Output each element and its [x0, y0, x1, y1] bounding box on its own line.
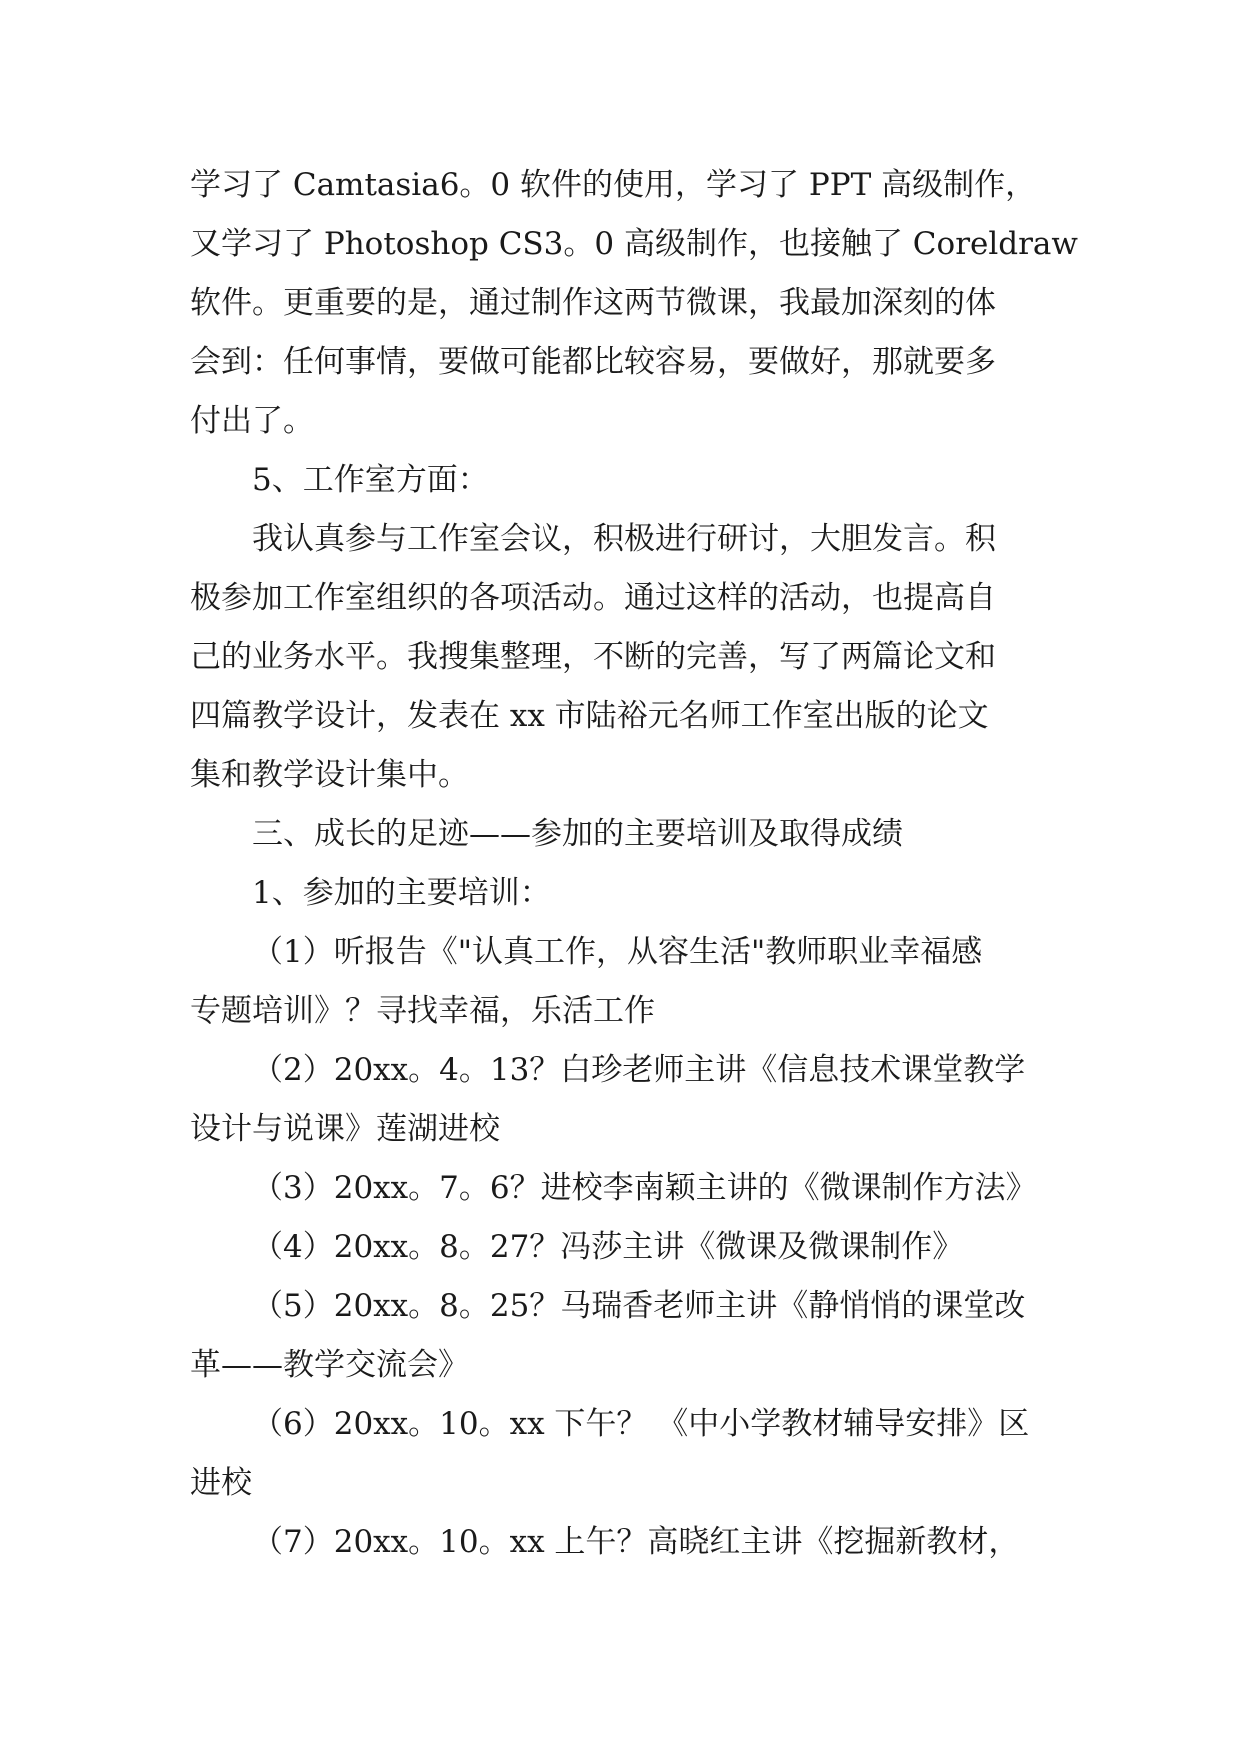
text-line: 集和教学设计集中。	[190, 757, 469, 793]
list-item-continuation: 革——教学交流会》	[190, 1347, 469, 1383]
text-line: 又学习了 Photoshop CS3。0 高级制作，也接触了 Coreldraw	[190, 226, 1078, 262]
text-line: 极参加工作室组织的各项活动。通过这样的活动，也提高自	[190, 580, 996, 616]
list-item: （4）20xx。8。27？冯莎主讲《微课及微课制作》	[252, 1229, 964, 1265]
list-item-continuation: 设计与说课》莲湖进校	[190, 1111, 500, 1147]
text-line: 学习了 Camtasia6。0 软件的使用，学习了 PPT 高级制作，	[190, 167, 1037, 203]
document-body	[190, 156, 1078, 1572]
text-line: 己的业务水平。我搜集整理，不断的完善，写了两篇论文和	[190, 639, 996, 675]
list-item-continuation: 进校	[190, 1465, 252, 1501]
list-item: （1）听报告《"认真工作，从容生活"教师职业幸福感	[252, 934, 983, 970]
subsection-heading: 1、参加的主要培训：	[252, 875, 551, 911]
section-heading: 5、工作室方面：	[252, 462, 489, 498]
list-item: （7）20xx。10。xx 上午？高晓红主讲《挖掘新教材，	[252, 1524, 1020, 1560]
list-item: （5）20xx。8。25？马瑞香老师主讲《静悄悄的课堂改	[252, 1288, 1026, 1324]
text-line: 会到：任何事情，要做可能都比较容易，要做好，那就要多	[190, 344, 996, 380]
list-item: （3）20xx。7。6？进校李南颖主讲的《微课制作方法》	[252, 1170, 1037, 1206]
text-line: 软件。更重要的是，通过制作这两节微课，我最加深刻的体	[190, 285, 996, 321]
paragraph-start: 我认真参与工作室会议，积极进行研讨，大胆发言。积	[252, 521, 996, 557]
list-item-continuation: 专题培训》？寻找幸福，乐活工作	[190, 993, 655, 1029]
text-line: 四篇教学设计，发表在 xx 市陆裕元名师工作室出版的论文	[190, 698, 989, 734]
section-heading: 三、成长的足迹——参加的主要培训及取得成绩	[252, 816, 903, 852]
list-item: （6）20xx。10。xx 下午？ 《中小学教材辅导安排》区	[252, 1406, 1030, 1442]
text-line: 付出了。	[190, 403, 314, 439]
list-item: （2）20xx。4。13？白珍老师主讲《信息技术课堂教学	[252, 1052, 1026, 1088]
